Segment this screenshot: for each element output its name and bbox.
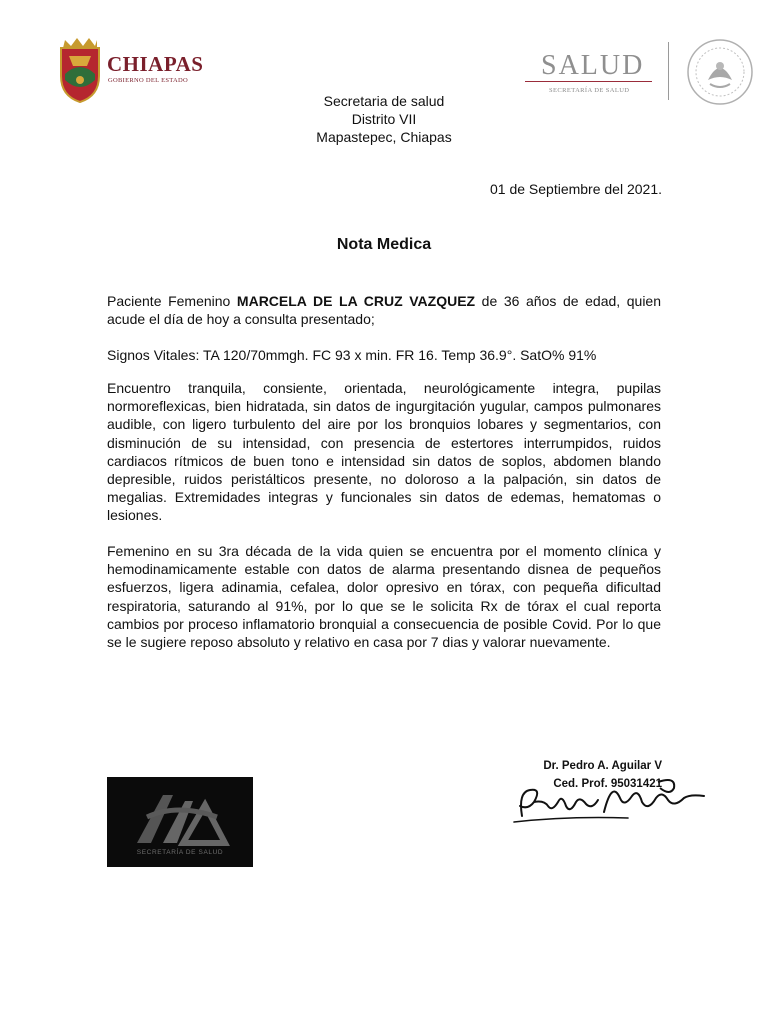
chiapas-subtitle: GOBIERNO DEL ESTADO: [108, 77, 189, 84]
document-title: Nota Medica: [336, 236, 432, 253]
salud-rule: [525, 81, 652, 82]
assessment-paragraph: Femenino en su 3ra década de la vida quien se encuentra por el momento clínica y hemodinamicamente estable con datos de alarma presentando disnea de pequeños esfuerzos, ligera adinamia, cefalea, dolor opresivo en tórax, con pequeña dificultad respiratoria, saturando al 91%, por lo que se le solicita Rx de tórax el cual reporta cambios por proceso inflamatorio bronquial a consecuencia de posible Covid. Por lo que se le sugiere reposo absoluto y relativo en casa por 7 dias y valorar nuevamente.: [107, 543, 661, 651]
chiapas-logo: [57, 34, 222, 106]
vital-signs-paragraph: Signos Vitales: TA 120/70mmgh. FC 93 x min. FR 16. Temp 36.9°. SatO% 91%: [107, 347, 597, 363]
patient-intro-paragraph: [107, 292, 661, 328]
doctor-license: Ced. Prof. 95031421: [553, 778, 662, 790]
physical-exam-paragraph: Encuentro tranquila, consiente, orientada, neurológicamente integra, pupilas normoreflexicas, bien hidratada, sin datos de ingurgitación yugular, campos pulmonares audible, con ligero turbulento del aire por los bronquios lobares y segmentarios, con disminución de su intensidad, con presencia de estertores interrumpidos, ruidos cardiacos rítmicos de buen tono e intensidad sin datos de soplos, abdomen blando depresible, ruidos peristálticos presente, no doloroso a la palpación, sin datos de megalias. Extremidades integras y funcionales sin datos de edemas, hematomas o lesiones.: [107, 380, 661, 524]
doctor-name: Dr. Pedro A. Aguilar V: [543, 760, 662, 772]
salud-logo: [525, 50, 675, 100]
intro-prefix: Paciente Femenino: [107, 293, 237, 309]
address-line-1: Secretaria de salud: [323, 93, 445, 109]
salud-subtitle: SECRETARÍA DE SALUD: [549, 87, 630, 94]
stamp-caption: SECRETARÍA DE SALUD: [136, 849, 224, 856]
handwritten-signature: [508, 772, 708, 828]
chiapas-wordmark: CHIAPAS: [107, 52, 204, 76]
address-line-3: Mapastepec, Chiapas: [316, 129, 452, 145]
patient-name: MARCELA DE LA CRUZ VAZQUEZ: [236, 293, 476, 309]
document-date: 01 de Septiembre del 2021.: [489, 181, 662, 197]
address-block: [260, 92, 508, 146]
intro-suffix: de 36 años de edad, quien acude el día de hoy a consulta presentado;: [107, 293, 661, 328]
address-line-2: Distrito VII: [351, 111, 417, 127]
mexican-seal-icon: [686, 38, 754, 106]
salud-wordmark: SALUD: [541, 50, 645, 81]
chiapas-coat-of-arms-icon: [57, 34, 103, 104]
header-divider: [668, 42, 669, 100]
secretaria-stamp: [107, 777, 253, 867]
